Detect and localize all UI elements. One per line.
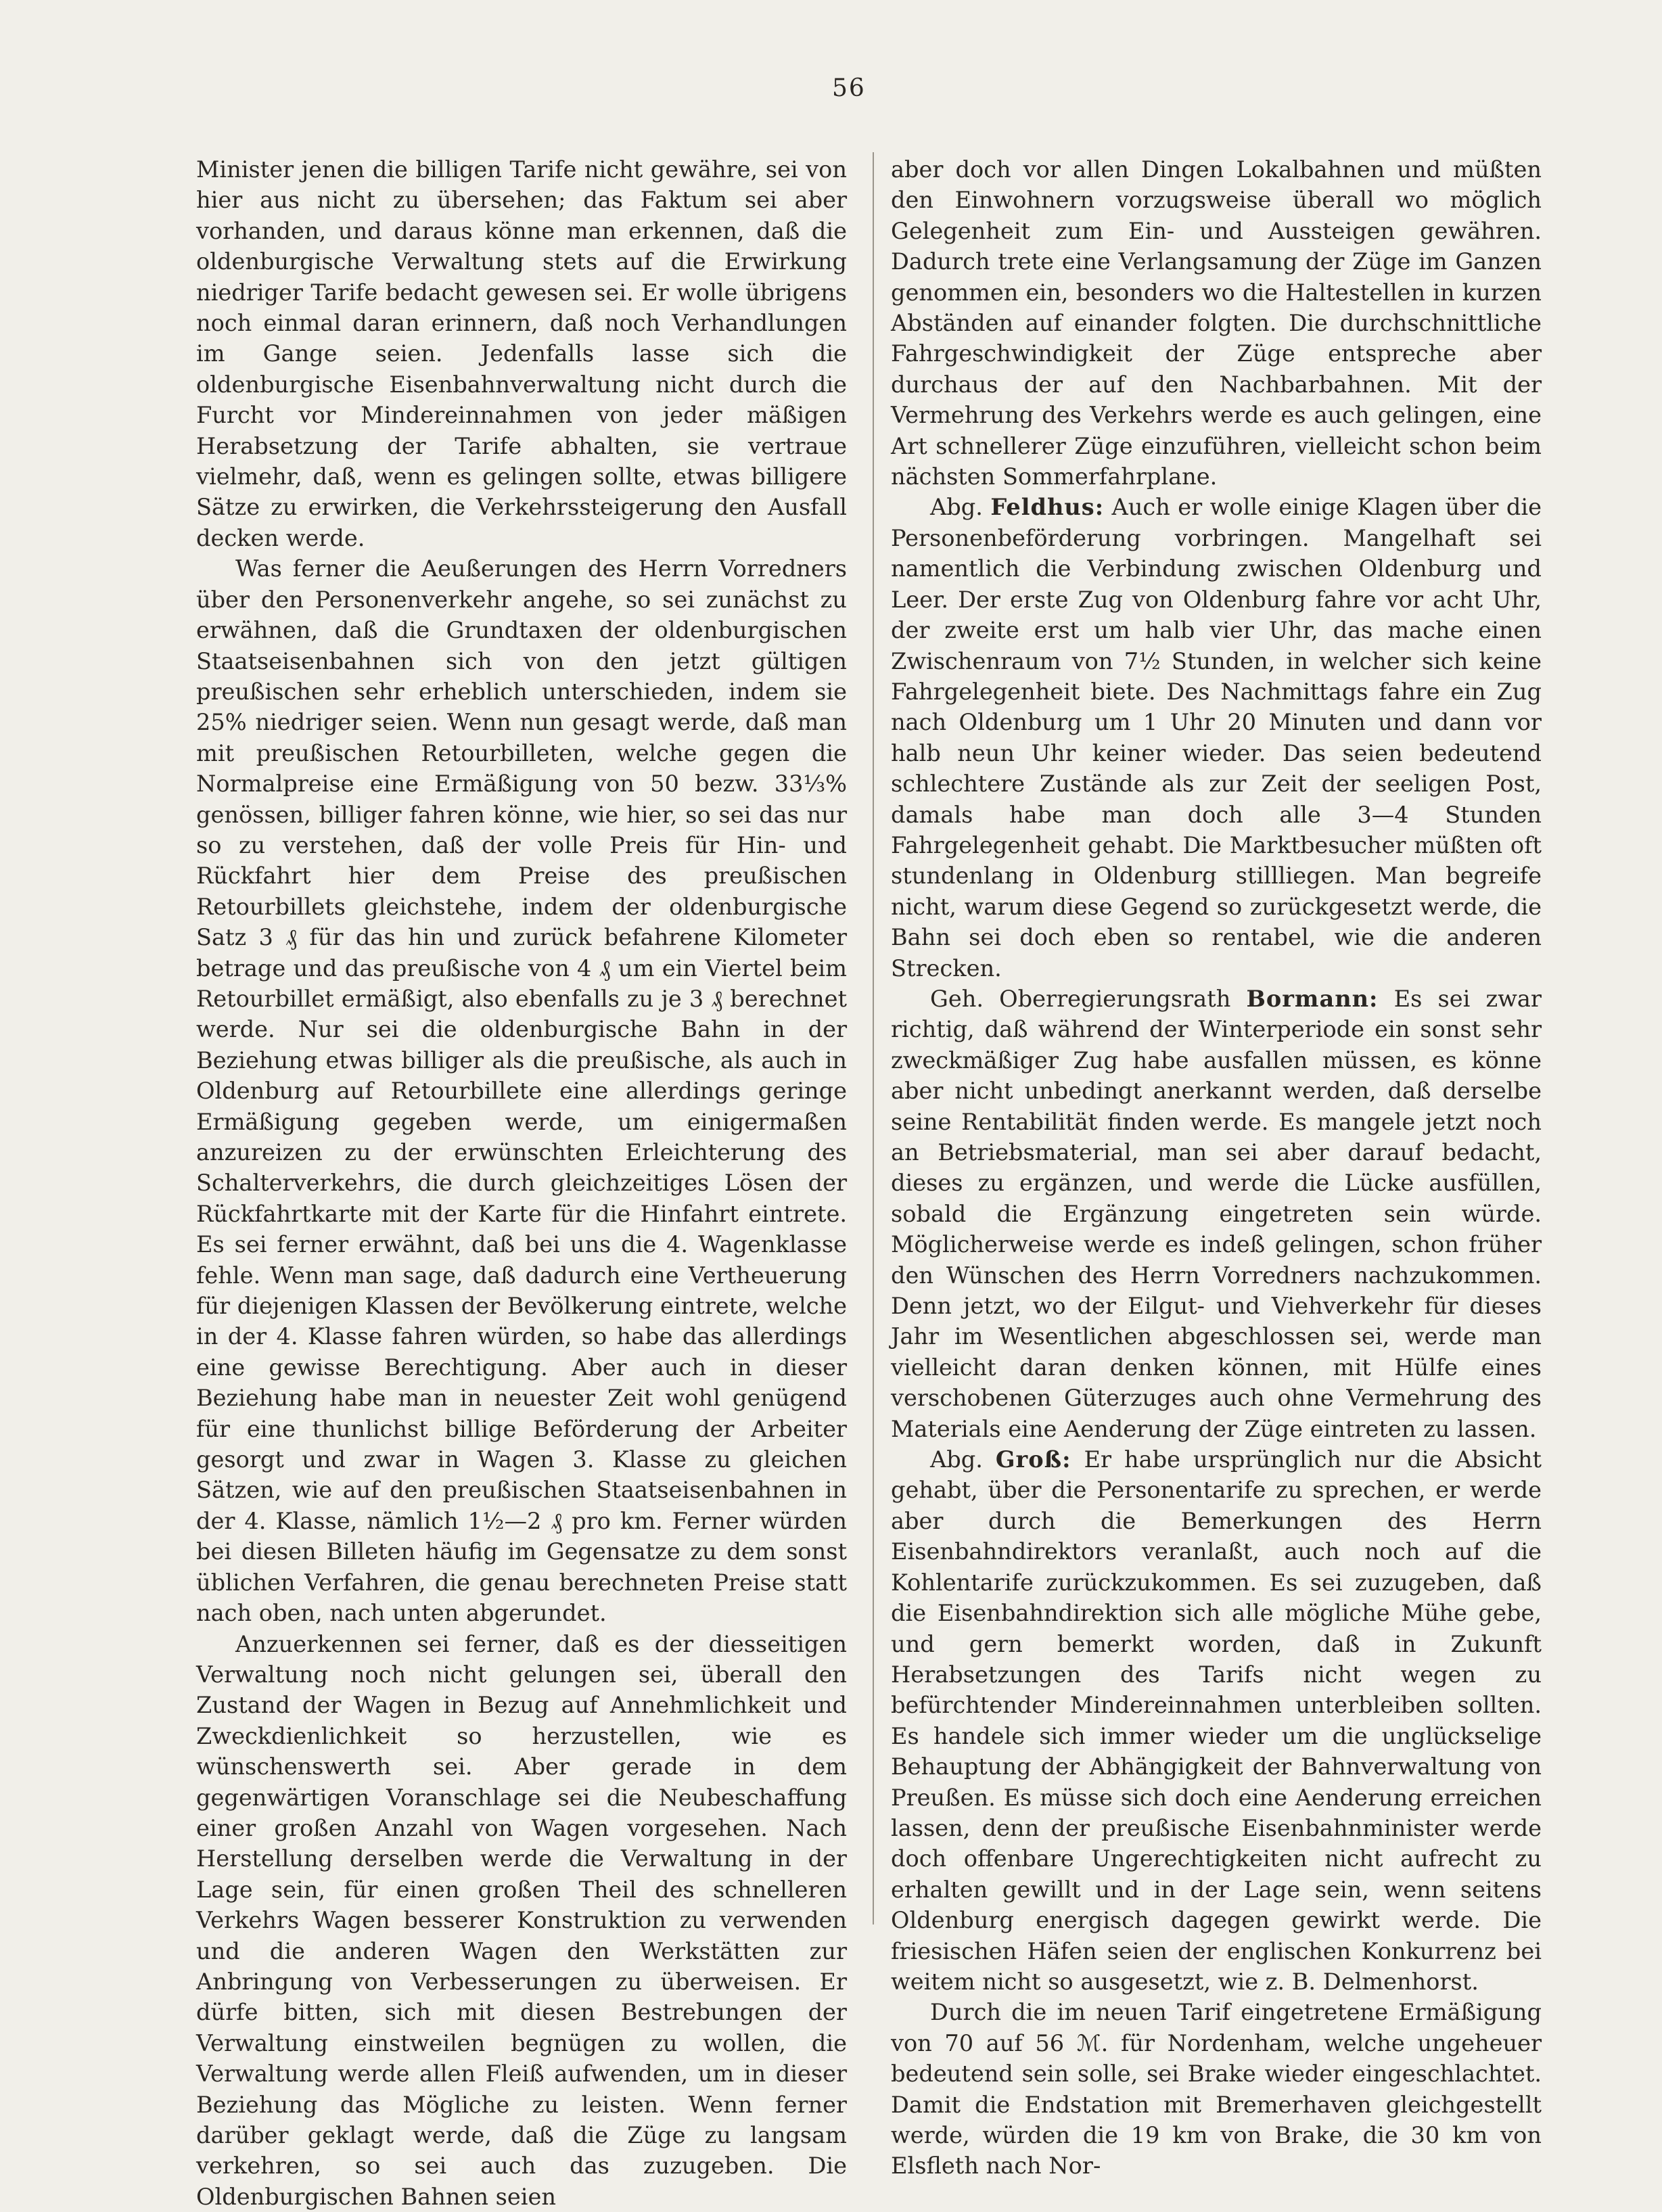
speaker-title: Geh. Oberregierungsrath — [930, 986, 1230, 1012]
page-number: 56 — [832, 74, 866, 102]
speech-text: Er habe ursprünglich nur die Absicht gehabt, über die Personentarife zu sprechen, er werde aber durch die Bemerkungen des Herrn Eisenbahndirektors veranlaßt, auch noch auf die Kohlentarife zurückzukommen. Es sei zuzugeben, daß die Eisenbahndirektion sich alle mögliche Mühe gebe, und gern bemerkt worden, daß in Zukunft Herabsetzungen des Tarifs nicht wegen zu befürchtender Mindereinnahmen unterbleiben sollten. Es handele sich immer wieder um die unglückselige Behauptung der Abhängigkeit der Bahnverwaltung von Preußen. Es müsse sich doch eine Aenderung erreichen lassen, denn der preußische Eisenbahnminister werde doch offenbare Ungerechtigkeiten nicht aufrecht zu erhalten gewillt und in der Lage sein, wenn seitens Oldenburg energisch dagegen gewirkt werde. Die friesischen Häfen seien der englischen Konkurrenz bei weitem nicht so ausgesetzt, wie z. B. Delmenhorst. — [891, 1446, 1542, 1995]
column-divider — [873, 152, 874, 1925]
speech-text: Es sei zwar richtig, daß während der Winterperiode ein sonst sehr zweckmäßiger Zug habe ausfallen müssen, es könne aber nicht unbedingt anerkannt werden, daß derselbe seine Rentabilität finden werde. Es mangele jetzt noch an Betriebsmaterial, man sei aber darauf bedacht, dieses zu ergänzen, und werde die Lücke ausfüllen, sobald die Ergänzung eingetreten sein würde. Möglicherweise werde es indeß gelingen, schon früher den Wünschen des Herrn Vorredners nachzukommen. Denn jetzt, wo der Eilgut- und Viehverkehr für dieses Jahr im Wesentlichen abgeschlossen sei, werde man vielleicht daran denken können, mit Hülfe eines verschobenen Güterzuges auch ohne Vermehrung des Materials eine Aenderung der Züge eintreten zu lassen. — [891, 986, 1542, 1442]
speaker-title: Abg. — [930, 1446, 983, 1473]
speech-feldhus — [891, 492, 1542, 984]
left-paragraph-1: Minister jenen die billigen Tarife nicht gewähre, sei von hier aus nicht zu übersehen; das Faktum sei aber vorhanden, und daraus könne man erkennen, daß die oldenburgische Verwaltung stets auf die Erwirkung niedriger Tarife bedacht gewesen sei. Er wolle übrigens noch einmal daran erinnern, daß noch Verhandlungen im Gange seien. Jedenfalls lasse sich die oldenburgische Eisenbahnverwaltung nicht durch die Furcht vor Mindereinnahmen von jeder mäßigen Herabsetzung der Tarife abhalten, sie vertraue vielmehr, daß, wenn es gelingen sollte, etwas billigere Sätze zu erwirken, die Verkehrssteigerung den Ausfall decken werde. — [196, 154, 847, 553]
speech-bormann — [891, 984, 1542, 1444]
right-paragraph-5: Durch die im neuen Tarif eingetretene Ermäßigung von 70 auf 56 ℳ. für Nordenham, welche ungeheuer bedeutend sein solle, sei Brake wieder eingeschlachtet. Damit die Endstation mit Bremerhaven gleichgestellt werde, würden die 19 km von Brake, die 30 km von Elsfleth nach Nor- — [891, 1997, 1542, 2181]
left-column — [196, 154, 847, 2212]
left-paragraph-3: Anzuerkennen sei ferner, daß es der diesseitigen Verwaltung noch nicht gelungen sei, überall den Zustand der Wagen in Bezug auf Annehmlichkeit und Zweckdienlichkeit so herzustellen, wie es wünschenswerth sei. Aber gerade in dem gegenwärtigen Voranschlage sei die Neubeschaffung einer großen Anzahl von Wagen vorgesehen. Nach Herstellung derselben werde die Verwaltung in der Lage sein, für einen großen Theil des schnelleren Verkehrs Wagen besserer Konstruktion zu verwenden und die anderen Wagen den Werkstätten zur Anbringung von Verbesserungen zu überweisen. Er dürfe bitten, sich mit diesen Bestrebungen der Verwaltung einstweilen begnügen zu wollen, die Verwaltung werde allen Fleiß aufwenden, um in dieser Beziehung das Mögliche zu leisten. Wenn ferner darüber geklagt werde, daß die Züge zu langsam verkehren, so sei auch das zuzugeben. Die Oldenburgischen Bahnen seien — [196, 1629, 847, 2212]
speech-text: Auch er wolle einige Klagen über die Personenbeförderung vorbringen. Mangelhaft sei namentlich die Verbindung zwischen Oldenburg und Leer. Der erste Zug von Oldenburg fahre vor acht Uhr, der zweite erst um halb vier Uhr, das mache einen Zwischenraum von 7½ Stunden, in welcher sich keine Fahrgelegenheit biete. Des Nachmittags fahre ein Zug nach Oldenburg um 1 Uhr 20 Minuten und dann vor halb neun Uhr keiner wieder. Das seien bedeutend schlechtere Zustände als zur Zeit der seeligen Post, damals habe man doch alle 3—4 Stunden Fahrgelegenheit gehabt. Die Marktbesucher müßten oft stundenlang in Oldenburg stillliegen. Man begreife nicht, warum diese Gegend so zurückgesetzt werde, die Bahn sei doch eben so rentabel, wie die anderen Strecken. — [891, 494, 1542, 981]
speaker-name: Feldhus: — [990, 493, 1104, 520]
right-column — [891, 154, 1542, 2182]
left-paragraph-2: Was ferner die Aeußerungen des Herrn Vorredners über den Personenverkehr angehe, so sei zunächst zu erwähnen, daß die Grundtaxen der oldenburgischen Staatseisenbahnen sich von den jetzt gültigen preußischen sehr erheblich unterschieden, indem sie 25% niedriger seien. Wenn nun gesagt werde, daß man mit preußischen Retourbilleten, welche gegen die Normalpreise eine Ermäßigung von 50 bezw. 33⅓% genössen, billiger fahren könne, wie hier, so sei das nur so zu verstehen, daß der volle Preis für Hin- und Rückfahrt hier dem Preise des preußischen Retourbillets gleichstehe, indem der oldenburgische Satz 3 ₰ für das hin und zurück befahrene Kilometer betrage und das preußische von 4 ₰ um ein Viertel beim Retourbillet ermäßigt, also ebenfalls zu je 3 ₰ berechnet werde. Nur sei die oldenburgische Bahn in der Beziehung etwas billiger als die preußische, als auch in Oldenburg auf Retourbillete eine allerdings geringe Ermäßigung gegeben werde, um einigermaßen anzureizen zu der erwünschten Erleichterung des Schalterverkehrs, die durch gleichzeitiges Lösen der Rückfahrtkarte mit der Karte für die Hinfahrt eintrete. Es sei ferner erwähnt, daß bei uns die 4. Wagenklasse fehle. Wenn man sage, daß dadurch eine Vertheuerung für diejenigen Klassen der Bevölkerung eintrete, welche in der 4. Klasse fahren würden, so habe das allerdings eine gewisse Berechtigung. Aber auch in dieser Beziehung habe man in neuester Zeit wohl genügend für eine thunlichst billige Beförderung der Arbeiter gesorgt und zwar in Wagen 3. Klasse zu gleichen Sätzen, wie auf den preußischen Staatseisenbahnen in der 4. Klasse, nämlich 1½—2 ₰ pro km. Ferner würden bei diesen Billeten häufig im Gegensatze zu dem sonst üblichen Verfahren, die genau berechneten Preise statt nach oben, nach unten abgerundet. — [196, 553, 847, 1628]
right-paragraph-1: aber doch vor allen Dingen Lokalbahnen und müßten den Einwohnern vorzugsweise überall wo möglich Gelegenheit zum Ein- und Aussteigen gewähren. Dadurch trete eine Verlangsamung der Züge im Ganzen genommen ein, besonders wo die Haltestellen in kurzen Abständen auf einander folgten. Die durchschnittliche Fahrgeschwindigkeit der Züge entspreche aber durchaus der auf den Nachbarbahnen. Mit der Vermehrung des Verkehrs werde es auch gelingen, eine Art schnellerer Züge einzuführen, vielleicht schon beim nächsten Sommerfahrplane. — [891, 154, 1542, 492]
speaker-title: Abg. — [930, 494, 983, 520]
speaker-name: Groß: — [996, 1446, 1071, 1473]
speaker-name: Bormann: — [1246, 985, 1378, 1012]
speech-gross — [891, 1444, 1542, 1997]
